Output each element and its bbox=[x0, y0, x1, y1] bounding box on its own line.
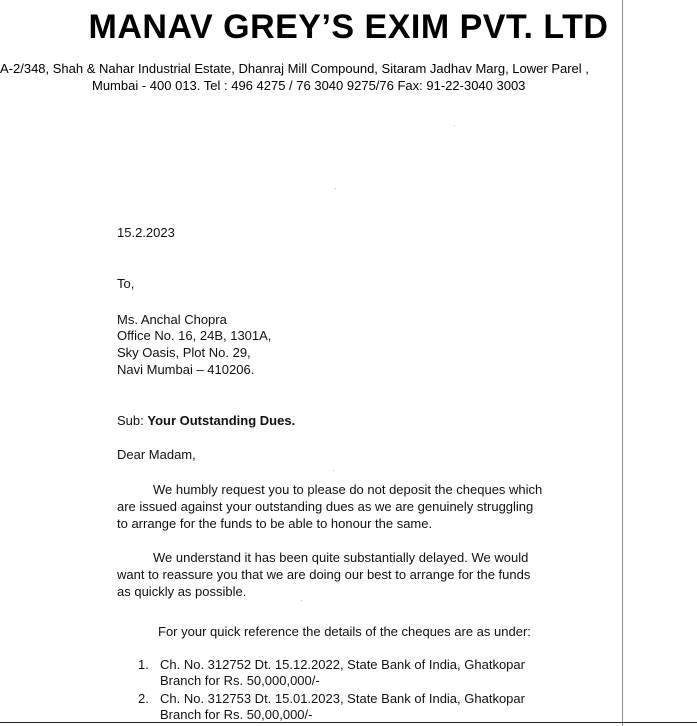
recipient-name: Ms. Anchal Chopra bbox=[117, 312, 227, 327]
list-number: 1. bbox=[138, 657, 149, 672]
scan-speck bbox=[301, 600, 302, 601]
company-name: MANAV GREY’S EXIM PVT. LTD bbox=[88, 8, 609, 46]
cheque-detail: Ch. No. 312752 Dt. 15.12.2022, State Bank of India, Ghatkopar bbox=[160, 657, 525, 672]
paragraph-line: to arrange for the funds to be able to honour the same. bbox=[117, 516, 433, 531]
to-label: To, bbox=[117, 276, 135, 291]
address-line-1: A-2/348, Shah & Nahar Industrial Estate, Dhanraj Mill Compound, Sitaram Jadhav Marg, Lower Parel , bbox=[0, 61, 589, 76]
paragraph-line: are issued against your outstanding dues as we are genuinely struggling bbox=[117, 499, 534, 514]
scan-speck bbox=[335, 188, 336, 189]
salutation: Dear Madam, bbox=[117, 447, 196, 462]
cheque-detail: Ch. No. 312753 Dt. 15.01.2023, State Bank of India, Ghatkopar bbox=[160, 691, 525, 706]
cheque-amount: Branch for Rs. 50,000,000/- bbox=[160, 673, 320, 688]
scan-speck bbox=[333, 470, 334, 471]
scan-speck bbox=[454, 125, 455, 126]
paragraph-line: as quickly as possible. bbox=[117, 584, 247, 599]
paragraph-reference: For your quick reference the details of the cheques are as under: bbox=[158, 624, 531, 639]
subject-text: Your Outstanding Dues. bbox=[147, 413, 296, 428]
paragraph-line: We humbly request you to please do not deposit the cheques which bbox=[153, 482, 543, 497]
recipient-address-line: Sky Oasis, Plot No. 29, bbox=[117, 345, 251, 360]
paragraph-reassurance bbox=[117, 549, 530, 600]
list-number: 2. bbox=[138, 691, 149, 706]
recipient-address-line: Navi Mumbai – 410206. bbox=[117, 362, 255, 377]
page-edge-divider bbox=[622, 0, 623, 726]
address-line-2: Mumbai - 400 013. Tel : 496 4275 / 76 3040 9275/76 Fax: 91-22-3040 3003 bbox=[92, 78, 526, 93]
cheque-amount: Branch for Rs. 50,00,000/- bbox=[160, 707, 313, 722]
letter-date: 15.2.2023 bbox=[117, 225, 175, 240]
paragraph-request bbox=[117, 481, 542, 532]
recipient-address-line: Office No. 16, 24B, 1301A, bbox=[117, 328, 272, 343]
paragraph-line: want to reassure you that we are doing our best to arrange for the funds bbox=[117, 567, 531, 582]
page-bottom-edge bbox=[0, 722, 697, 723]
subject-prefix: Sub: bbox=[117, 413, 148, 428]
paragraph-line: We understand it has been quite substantially delayed. We would bbox=[153, 550, 529, 565]
subject-line bbox=[117, 412, 295, 429]
